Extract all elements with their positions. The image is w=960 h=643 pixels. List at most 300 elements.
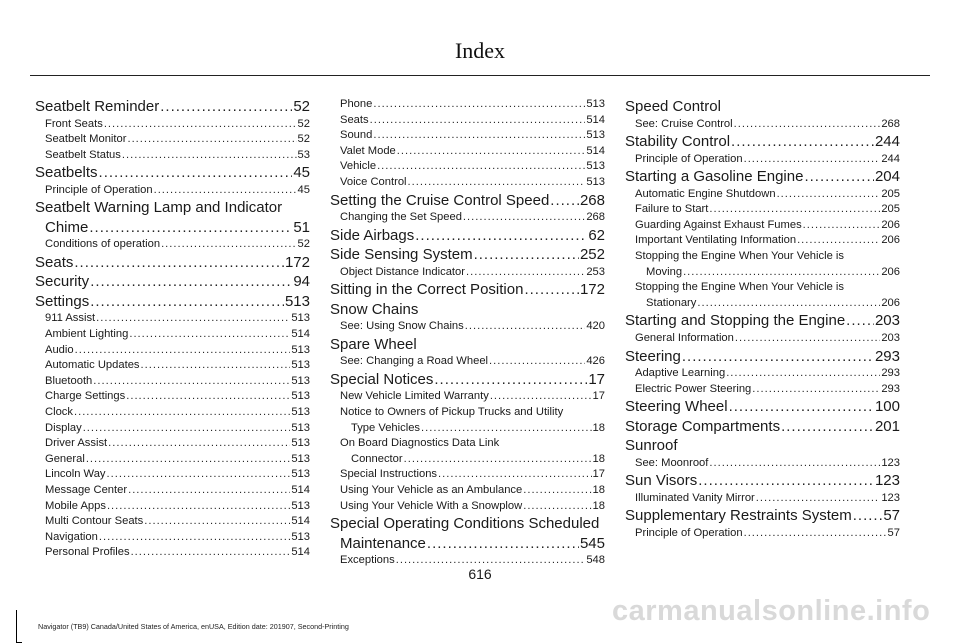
index-subentry	[330, 97, 605, 113]
index-subentry	[330, 405, 605, 421]
index-term: See: Moonroof	[635, 456, 709, 469]
index-term: Mobile Apps	[45, 499, 106, 512]
index-term: Notice to Owners of Pickup Trucks and Utility	[340, 406, 564, 419]
index-page-ref: 100	[874, 398, 900, 416]
index-heading	[330, 226, 605, 246]
index-page-ref: 203	[881, 331, 900, 344]
watermark-text: carmanualsonline.info	[612, 595, 931, 627]
dot-leader	[777, 187, 881, 203]
index-subentry	[35, 358, 310, 374]
dot-leader	[74, 253, 284, 273]
index-term: Setting the Cruise Control Speed	[330, 191, 550, 209]
index-subentry	[625, 456, 900, 472]
index-page-ref: 513	[291, 468, 310, 481]
index-subentry	[625, 296, 900, 312]
index-term: Illuminated Vanity Mirror	[635, 491, 755, 504]
index-page-ref: 513	[291, 374, 310, 387]
index-term: Stopping the Engine When Your Vehicle is	[635, 281, 844, 294]
index-term: Sunroof	[625, 437, 678, 455]
dot-leader	[127, 132, 296, 148]
index-page-ref: 252	[579, 246, 605, 264]
index-heading	[330, 335, 605, 355]
index-entry	[35, 163, 310, 198]
index-term: General	[45, 452, 85, 465]
dot-leader	[126, 389, 290, 405]
dot-leader	[744, 152, 881, 168]
dot-leader	[427, 534, 579, 554]
index-page-ref: 268	[881, 117, 900, 130]
dot-leader	[161, 237, 296, 253]
dot-leader	[370, 113, 586, 129]
index-page-ref: 513	[291, 359, 310, 372]
index-page-ref: 51	[293, 218, 310, 236]
index-subentry	[35, 530, 310, 546]
dot-leader	[83, 421, 291, 437]
index-term: Sitting in the Correct Position	[330, 281, 524, 299]
index-term: Front Seats	[45, 117, 103, 130]
index-term: Automatic Engine Shutdown	[635, 187, 776, 200]
index-subentry	[35, 343, 310, 359]
index-entry	[35, 253, 310, 273]
index-page-ref: 514	[586, 113, 605, 126]
page-number: 616	[468, 566, 492, 582]
dot-leader	[129, 327, 290, 343]
dot-leader	[709, 456, 880, 472]
index-term: Speed Control	[625, 98, 721, 115]
index-page-ref: 18	[592, 484, 605, 496]
index-page-ref: 18	[592, 421, 605, 434]
dot-leader	[735, 331, 880, 347]
index-heading	[625, 436, 900, 456]
dot-leader	[75, 343, 291, 359]
index-page-ref: 426	[586, 355, 605, 368]
dot-leader	[797, 233, 880, 249]
dot-leader	[463, 210, 585, 226]
dot-leader	[93, 374, 290, 390]
index-subentry	[330, 159, 605, 175]
dot-leader	[108, 436, 290, 452]
index-page-ref: 206	[881, 218, 900, 231]
index-term: On Board Diagnostics Data Link	[340, 437, 500, 450]
index-heading	[35, 97, 310, 117]
index-term: Valet Mode	[340, 144, 396, 157]
index-heading	[35, 198, 310, 218]
index-heading	[625, 347, 900, 367]
index-entry	[625, 506, 900, 541]
index-term: Side Sensing System	[330, 246, 473, 264]
index-page-ref: 172	[284, 253, 310, 271]
index-term: Storage Compartments	[625, 417, 781, 435]
index-page-ref: 205	[881, 187, 900, 200]
index-heading	[330, 245, 605, 265]
index-subentry	[330, 389, 605, 405]
index-page-ref: 18	[592, 452, 605, 465]
index-page-ref: 513	[586, 160, 605, 173]
index-term: Navigation	[45, 530, 98, 543]
index-page-ref: 513	[291, 390, 310, 403]
index-term: Steering Wheel	[625, 398, 728, 416]
index-subentry	[35, 514, 310, 530]
index-term: Supplementary Restraints System	[625, 507, 852, 525]
index-heading	[625, 506, 900, 526]
dot-leader	[698, 471, 874, 491]
index-page-ref: 244	[874, 133, 900, 151]
dot-leader	[128, 483, 290, 499]
index-term: See: Changing a Road Wheel	[340, 355, 489, 368]
index-heading	[625, 311, 900, 331]
index-term: Multi Contour Seats	[45, 515, 144, 528]
index-term: See: Cruise Control	[635, 117, 733, 130]
index-page-ref: 293	[881, 382, 900, 395]
index-page-ref: 514	[291, 328, 310, 341]
index-subentry	[625, 265, 900, 281]
index-page-ref: 52	[297, 238, 310, 251]
dot-leader	[144, 514, 290, 530]
index-page-ref: 204	[874, 168, 900, 186]
index-page-ref: 203	[874, 312, 900, 330]
dot-leader	[141, 358, 291, 374]
dot-leader	[846, 311, 874, 331]
index-page-ref: 206	[881, 265, 900, 278]
dot-leader	[434, 370, 587, 390]
index-page-ref: 206	[881, 234, 900, 247]
index-subentry	[35, 117, 310, 133]
index-term: Important Ventilating Information	[635, 234, 797, 247]
index-term: Ambient Lighting	[45, 328, 129, 341]
dot-leader	[466, 265, 585, 281]
index-page-ref: 123	[881, 456, 900, 469]
index-subentry	[35, 311, 310, 327]
index-term: Steering	[625, 347, 681, 365]
index-entry	[35, 272, 310, 292]
index-page-ref: 206	[881, 296, 900, 309]
index-entry	[330, 300, 605, 335]
index-subentry	[625, 526, 900, 542]
index-page-ref: 57	[883, 507, 900, 525]
index-subentry	[625, 187, 900, 203]
index-subentry	[35, 452, 310, 468]
index-entry	[625, 471, 900, 506]
index-column-1	[35, 97, 310, 561]
dot-leader	[438, 467, 592, 483]
index-heading	[625, 167, 900, 187]
index-subentry	[35, 132, 310, 148]
index-subentry	[35, 467, 310, 483]
index-entry	[35, 292, 310, 561]
index-page-ref: 513	[291, 437, 310, 450]
index-subentry	[625, 249, 900, 265]
index-term: Special Notices	[330, 370, 434, 388]
index-term: Seats	[35, 253, 74, 271]
index-column-3	[625, 97, 900, 542]
index-page-ref: 123	[881, 491, 900, 504]
index-entry	[625, 311, 900, 346]
index-heading	[35, 218, 310, 238]
index-subentry	[35, 148, 310, 164]
index-page-ref: 244	[881, 152, 900, 165]
index-term: Sun Visors	[625, 472, 698, 490]
index-term: Stationary	[646, 296, 697, 309]
index-subentry	[330, 499, 605, 515]
index-term: Spare Wheel	[330, 335, 417, 353]
dot-leader	[734, 117, 881, 133]
index-term: Seatbelt Warning Lamp and Indicator	[35, 199, 283, 217]
index-entry	[625, 167, 900, 311]
index-term: New Vehicle Limited Warranty	[340, 390, 489, 403]
dot-leader	[524, 280, 579, 300]
index-term: Principle of Operation	[45, 183, 153, 196]
dot-leader	[756, 491, 881, 507]
index-term: Seatbelt Monitor	[45, 133, 127, 146]
index-term: Starting a Gasoline Engine	[625, 168, 804, 186]
index-entry	[625, 347, 900, 398]
index-subentry	[330, 421, 605, 437]
index-subentry	[330, 354, 605, 370]
index-term: Failure to Start	[635, 203, 709, 216]
index-page-ref: 45	[297, 183, 310, 196]
index-entry	[625, 397, 900, 417]
index-subentry	[35, 405, 310, 421]
index-entry	[330, 226, 605, 246]
dot-leader	[404, 452, 592, 468]
index-entry	[625, 436, 900, 471]
index-subentry	[330, 113, 605, 129]
index-term: See: Using Snow Chains	[340, 320, 464, 333]
index-heading	[35, 253, 310, 273]
index-page-ref: 420	[586, 320, 605, 333]
dot-leader	[683, 265, 880, 281]
dot-leader	[131, 545, 291, 561]
index-term: Adaptive Learning	[635, 367, 726, 380]
index-entry	[330, 191, 605, 226]
dot-leader	[74, 405, 290, 421]
index-subentry	[330, 175, 605, 191]
dot-leader	[474, 245, 579, 265]
index-page-ref: 268	[579, 191, 605, 209]
index-subentry	[330, 483, 605, 499]
index-term: Exceptions	[340, 554, 395, 567]
index-subentry	[35, 327, 310, 343]
index-page-ref: 548	[586, 554, 605, 567]
index-heading	[625, 397, 900, 417]
dot-leader	[465, 319, 586, 335]
index-term: Side Airbags	[330, 226, 415, 244]
index-page-ref: 94	[293, 273, 310, 291]
index-term: Connector	[351, 452, 403, 465]
index-entry	[35, 198, 310, 253]
index-page-ref: 293	[881, 367, 900, 380]
crop-mark-left	[16, 610, 17, 643]
index-term: Chime	[45, 218, 89, 236]
dot-leader	[523, 499, 591, 515]
dot-leader	[744, 526, 887, 542]
index-term: Principle of Operation	[635, 152, 743, 165]
dot-leader	[415, 226, 587, 246]
index-entry	[330, 97, 605, 191]
dot-leader	[373, 97, 585, 113]
index-subentry	[35, 483, 310, 499]
dot-leader	[99, 163, 293, 183]
index-subentry	[35, 545, 310, 561]
index-entry	[625, 97, 900, 132]
dot-leader	[86, 452, 291, 468]
dot-leader	[697, 296, 880, 312]
index-subentry	[330, 144, 605, 160]
index-term: Using Your Vehicle as an Ambulance	[340, 484, 523, 496]
index-term: Starting and Stopping the Engine	[625, 312, 846, 330]
index-entry	[330, 280, 605, 300]
index-page-ref: 513	[291, 312, 310, 325]
dot-leader	[421, 421, 592, 437]
dot-leader	[122, 148, 297, 164]
index-page-ref: 17	[588, 370, 605, 388]
dot-leader	[731, 132, 874, 152]
index-term: Personal Profiles	[45, 546, 130, 559]
dot-leader	[803, 218, 881, 234]
index-subentry	[35, 499, 310, 515]
index-entry	[35, 97, 310, 163]
index-term: Automatic Updates	[45, 359, 140, 372]
index-page-ref: 57	[887, 526, 900, 539]
index-heading	[330, 370, 605, 390]
index-term: Object Distance Indicator	[340, 265, 465, 278]
index-page-ref: 205	[881, 203, 900, 216]
index-term: Voice Control	[340, 175, 407, 188]
index-page-ref: 513	[586, 129, 605, 142]
index-term: Stability Control	[625, 133, 731, 151]
index-term: Display	[45, 421, 82, 434]
dot-leader	[550, 191, 579, 211]
index-page-ref: 513	[291, 343, 310, 356]
index-page-ref: 513	[586, 98, 605, 110]
dot-leader	[99, 530, 290, 546]
index-page-ref: 123	[874, 472, 900, 490]
index-page-ref: 52	[297, 117, 310, 130]
index-heading	[330, 514, 605, 534]
index-term: Clock	[45, 406, 73, 419]
index-term: Type Vehicles	[351, 421, 421, 434]
index-page-ref: 17	[592, 390, 605, 403]
index-term: Seats	[340, 113, 369, 126]
index-page-ref: 513	[291, 406, 310, 419]
index-term: Moving	[646, 265, 683, 278]
index-subentry	[330, 452, 605, 468]
index-heading	[625, 417, 900, 437]
index-subentry	[35, 237, 310, 253]
index-subentry	[625, 218, 900, 234]
index-subentry	[625, 280, 900, 296]
index-entry	[330, 514, 605, 569]
index-subentry	[330, 210, 605, 226]
index-term: Driver Assist	[45, 437, 108, 450]
dot-leader	[523, 483, 591, 499]
index-page-ref: 52	[293, 98, 310, 115]
header-divider	[30, 75, 930, 76]
dot-leader	[781, 417, 874, 437]
index-subentry	[625, 366, 900, 382]
footer-edition-text: Navigator (TB9) Canada/United States of America, enUSA, Edition date: 201907, Second-Printing	[38, 622, 349, 631]
index-page-ref: 201	[874, 417, 900, 435]
index-term: Special Instructions	[340, 468, 438, 481]
dot-leader	[373, 128, 585, 144]
index-subentry	[625, 331, 900, 347]
dot-leader	[107, 499, 290, 515]
index-page-ref: 45	[293, 164, 310, 182]
index-page-ref: 514	[291, 515, 310, 528]
index-page-ref: 513	[586, 175, 605, 188]
index-subentry	[625, 382, 900, 398]
index-term: Bluetooth	[45, 374, 93, 387]
index-term: Changing the Set Speed	[340, 211, 462, 224]
index-page-ref: 172	[579, 281, 605, 299]
index-entry	[330, 245, 605, 280]
index-subentry	[330, 265, 605, 281]
dot-leader	[90, 292, 284, 312]
index-subentry	[625, 491, 900, 507]
dot-leader	[804, 167, 874, 187]
dot-leader	[726, 366, 880, 382]
index-heading	[625, 132, 900, 152]
index-term: Maintenance	[340, 534, 426, 552]
index-term: Audio	[45, 343, 74, 356]
index-page-ref: 293	[874, 347, 900, 365]
index-page-ref: 514	[291, 546, 310, 559]
dot-leader	[96, 311, 290, 327]
index-term: Seatbelt Status	[45, 148, 121, 161]
dot-leader	[397, 144, 586, 160]
index-heading	[330, 280, 605, 300]
index-subentry	[625, 117, 900, 133]
index-term: Electric Power Steering	[635, 382, 752, 395]
index-term: Phone	[340, 98, 373, 110]
index-heading	[625, 471, 900, 491]
index-heading	[35, 163, 310, 183]
index-heading	[35, 272, 310, 292]
index-term: Charge Settings	[45, 390, 126, 403]
dot-leader	[853, 506, 883, 526]
dot-leader	[104, 117, 297, 133]
index-page-ref: 513	[291, 499, 310, 512]
index-heading	[330, 191, 605, 211]
index-heading	[625, 97, 900, 117]
index-entry	[625, 132, 900, 167]
index-page-ref: 62	[588, 226, 605, 244]
index-entry	[625, 417, 900, 437]
index-term: Message Center	[45, 484, 128, 496]
index-entry	[330, 370, 605, 514]
dot-leader	[408, 175, 586, 191]
index-term: Security	[35, 273, 90, 291]
index-entry	[330, 335, 605, 370]
index-subentry	[625, 233, 900, 249]
index-heading	[35, 292, 310, 312]
dot-leader	[729, 397, 874, 417]
index-term: Stopping the Engine When Your Vehicle is	[635, 250, 844, 263]
index-page-ref: 253	[586, 265, 605, 278]
index-page-ref: 513	[291, 530, 310, 543]
index-term: Vehicle	[340, 160, 377, 173]
page-title: Index	[454, 38, 506, 63]
index-term: Settings	[35, 292, 90, 310]
index-page-ref: 17	[592, 468, 605, 481]
dot-leader	[107, 467, 291, 483]
index-term: Principle of Operation	[635, 526, 743, 539]
index-term: Sound	[340, 129, 373, 142]
index-term: Special Operating Conditions Scheduled	[330, 515, 600, 533]
index-page-ref: 268	[586, 211, 605, 224]
index-page-ref: 513	[284, 292, 310, 310]
index-term: Conditions of operation	[45, 238, 161, 251]
